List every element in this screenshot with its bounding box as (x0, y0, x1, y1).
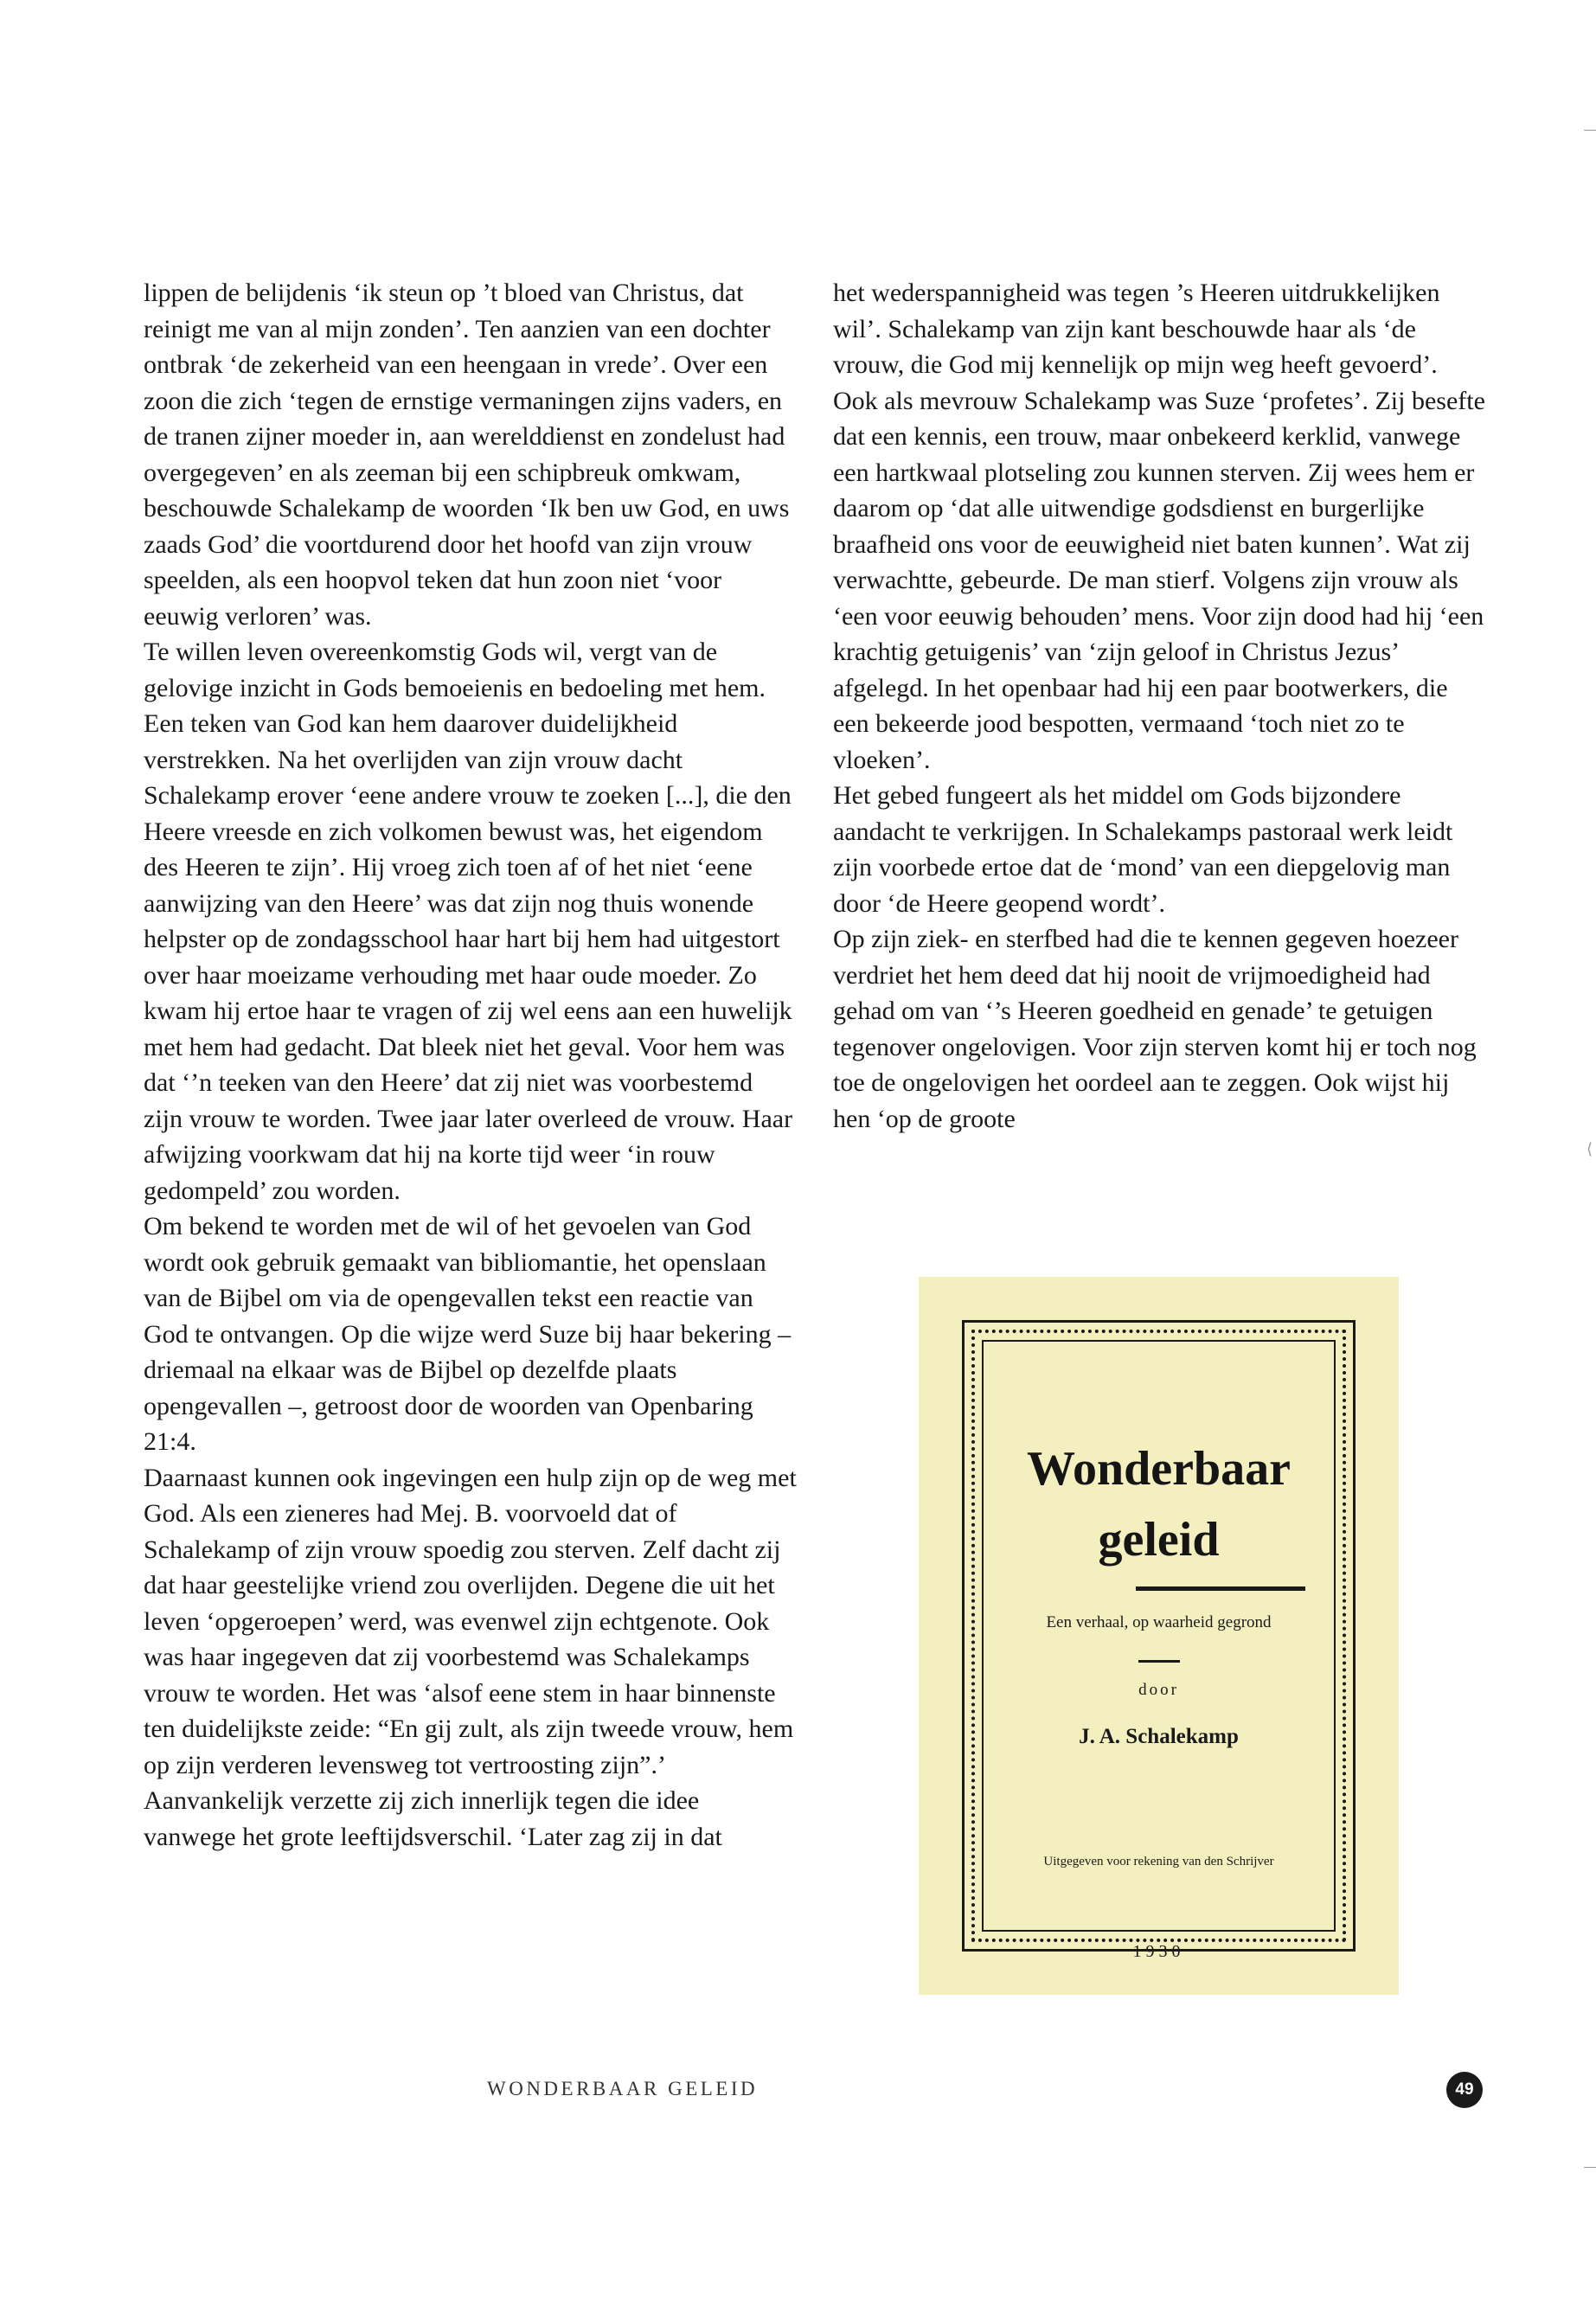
cover-title (965, 1433, 1353, 1575)
crop-mark (1584, 2167, 1596, 2168)
page-number-badge: 49 (1446, 2072, 1483, 2108)
cover-title-line: Wonderbaar (1027, 1442, 1291, 1496)
book-cover-image (919, 1277, 1399, 1995)
paragraph: Ook als mevrouw Schalekamp was Suze ‘profetes’. Zij besefte dat een kennis, een trouw, maar onbekeerd kerklid, vanwege een hartkwaal plotseling zou kunnen sterven. Zij wees hem er daarom op ‘dat alle uitwendige godsdienst en burgerlijke braafheid ons voor de eeuwigheid niet baten kunnen’. Wat zij verwachtte, gebeurde. De man stierf. Volgens zijn vrouw als ‘een voor eeuwig behouden’ mens. Voor zijn dood had hij ‘een krachtig getuigenis’ van ‘zijn geloof in Christus Jezus’ afgelegd. In het openbaar had hij een paar bootwerkers, die een bekeerde jood bespotten, vermaand ‘toch niet zo te vloeken’. (833, 386, 1485, 774)
cover-author: J. A. Schalekamp (1079, 1725, 1239, 1748)
left-text-column (144, 275, 798, 1855)
paragraph: Het gebed fungeert als het middel om Gods bijzondere aandacht te verkrijgen. In Schalekamps pastoraal werk leidt zijn voorbede ertoe dat de ‘mond’ van een diepgelovig man door ‘de Heere geopend wordt’. (833, 781, 1453, 918)
paragraph: Om bekend te worden met de wil of het gevoelen van God wordt ook gebruik gemaakt van bibliomantie, het openslaan van de Bijbel om via de opengevallen tekst een reactie van God te ontvangen. Op die wijze werd Suze bij haar bekering – driemaal na elkaar was de Bijbel op dezelfde plaats opengevallen –, getroost door de woorden van Openbaring 21:4. (144, 1212, 792, 1456)
cover-subtitle: Een verhaal, op waarheid gegrond (1046, 1613, 1272, 1631)
cover-title-line: geleid (1098, 1513, 1220, 1567)
registration-mark-icon: ⟨ (1586, 1140, 1593, 1158)
paragraph: het wederspannigheid was tegen ’s Heeren uitdrukkelijken wil’. Schalekamp van zijn kant beschouwde haar als ‘de vrouw, die God mij kennelijk op mijn weg heeft gevoerd’. (833, 279, 1440, 379)
paragraph: Te willen leven overeenkomstig Gods wil, vergt van de gelovige inzicht in Gods bemoeienis en bedoeling met hem. Een teken van God kan hem daarover duidelijkheid verstrekken. Na het overlijden van zijn vrouw dacht Schalekamp erover ‘eene andere vrouw te zoeken [...], die den Heere vreesde en zich volkomen bewust was, het eigendom des Heeren te zijn’. Hij vroeg zich toen af of het niet ‘eene aanwijzing van den Heere’ was dat zijn nog thuis wonende helpster op de zondagsschool haar hart bij hem had uitgestort over haar moeizame verhouding met haar oude moeder. Zo kwam hij ertoe haar te vragen of zij wel eens aan een huwelijk met hem had gedacht. Dat bleek niet het geval. Voor hem was dat ‘’n teeken van den Heere’ dat zij niet was voorbestemd zijn vrouw te worden. Twee jaar later overleed de vrouw. Haar afwijzing voorkwam dat hij na korte tijd weer ‘in rouw gedompeld’ zou worden. (144, 638, 793, 1205)
cover-border (962, 1320, 1356, 1961)
cover-inner-border (982, 1340, 1336, 1932)
cover-dash (1138, 1660, 1180, 1663)
right-text-column (833, 275, 1487, 1137)
paragraph: lippen de belijdenis ‘ik steun op ’t bloed van Christus, dat reinigt me van al mijn zonden’. Ten aanzien van een dochter ontbrak ‘de zekerheid van een heengaan in vrede’. Over een zoon die zich ‘tegen de ernstige vermaningen zijns vaders, en de tranen zijner moeder in, aan werelddienst en zondelust had overgegeven’ en als zeeman bij een schipbreuk omkwam, beschouwde Schalekamp de woorden ‘Ik ben uw God, en uws zaads God’ die voortdurend door het hoofd van zijn vrouw speelden, als een hoopvol teken dat hun zoon niet ‘voor eeuwig verloren’ was. (144, 279, 790, 631)
crop-mark (1584, 130, 1596, 131)
paragraph: Daarnaast kunnen ook ingevingen een hulp zijn op de weg met God. Als een zieneres had Mej. B. voorvoeld dat of Schalekamp of zijn vrouw spoedig zou sterven. Zelf dacht zij dat haar geestelijke vriend zou overlijden. Degene die uit het leven ‘opgeroepen’ werd, was evenwel zijn echtgenote. Ook was haar ingegeven dat zij voorbestemd was Schalekamps vrouw te worden. Het was ‘alsof eene stem in haar binnenste ten duidelijkste zeide: “En gij zult, als zijn tweede vrouw, hem op zijn verderen levensweg tot vertroosting zijn”.’ Aanvankelijk verzette zij zich innerlijk tegen die idee vanwege het grote leeftijdsverschil. ‘Later zag zij in dat (144, 1463, 797, 1851)
running-title: WONDERBAAR GELEID (487, 2078, 759, 2099)
cover-door: door (1138, 1681, 1179, 1699)
cover-year: 1930 (1132, 1942, 1185, 1961)
cover-publisher: Uitgegeven voor rekening van den Schrijver (1043, 1855, 1274, 1868)
paragraph: Op zijn ziek- en sterfbed had die te kennen gegeven hoezeer verdriet het hem deed dat hij nooit de vrijmoedigheid had gehad om van ‘’s Heeren goedheid en genade’ te getuigen tegenover ongelovigen. Voor zijn sterven komt hij er toch nog toe de ongelovigen het oordeel aan te zeggen. Ook wijst hij hen ‘op de groote (833, 925, 1477, 1133)
cover-rule (1136, 1586, 1305, 1591)
